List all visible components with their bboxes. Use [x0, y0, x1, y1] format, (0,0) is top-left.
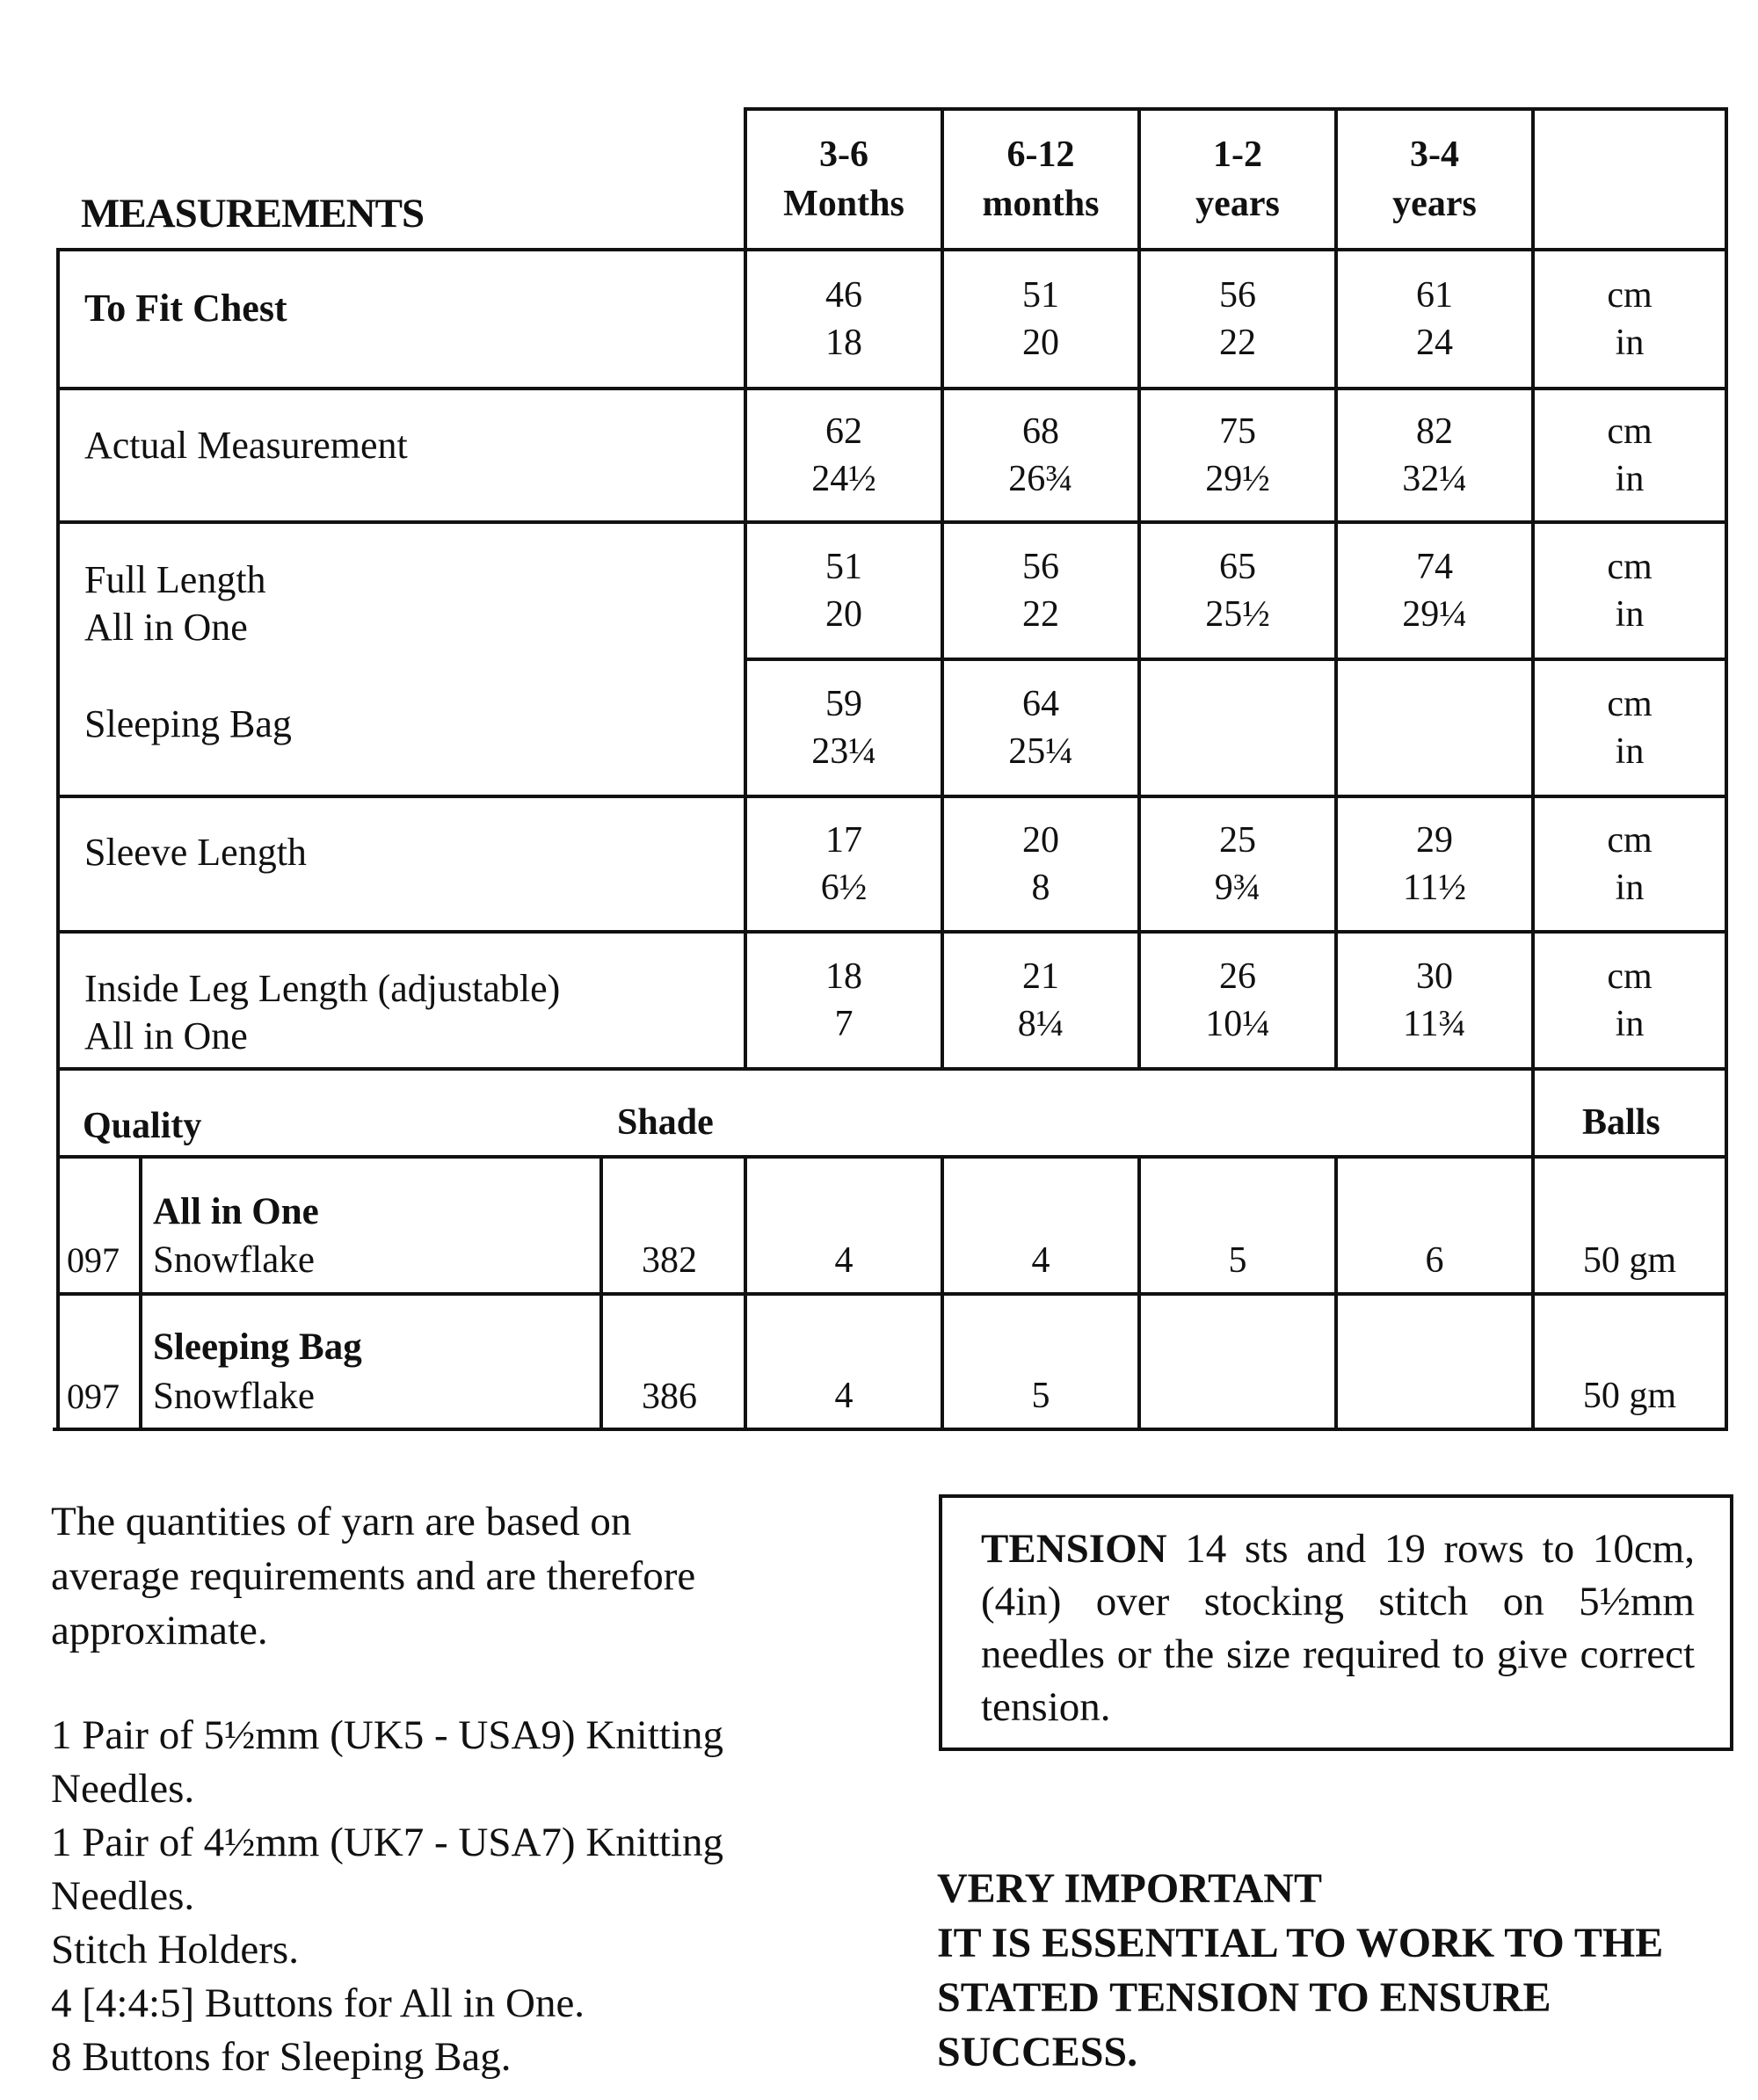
yarn-name: All in One: [153, 1191, 319, 1232]
unit-cell: cm in: [1607, 956, 1653, 1044]
table-cell: [1141, 1370, 1334, 1422]
yarn-shade: 386: [642, 1377, 697, 1417]
material-line: Needles.: [51, 1766, 195, 1812]
table-cell: [1338, 661, 1531, 795]
row-label-to-fit-chest: To Fit Chest: [84, 287, 287, 330]
column-header-3-6-months: [747, 111, 941, 248]
table-cell: 17 6½: [820, 820, 868, 908]
tension-box: [939, 1494, 1733, 1751]
important-line: STATED TENSION TO ENSURE: [937, 1974, 1551, 2021]
grid-line: [56, 1067, 1728, 1071]
yarn-balls: 50 gm: [1582, 1240, 1677, 1281]
yarn-quality-code: 097: [67, 1377, 120, 1416]
yarn-type: Snowflake: [153, 1239, 315, 1281]
yarn-type: Snowflake: [153, 1376, 315, 1417]
yarn-header-balls: Balls: [1582, 1102, 1660, 1143]
unit-cell: cm in: [1607, 411, 1653, 499]
row-label-full-length: Full Length: [84, 558, 266, 601]
important-heading: VERY IMPORTANT: [937, 1865, 1322, 1912]
table-cell: 20 8: [1022, 820, 1059, 908]
table-cell: [1141, 661, 1334, 795]
column-header-line2: years: [1195, 184, 1280, 224]
unit-cell: cm in: [1607, 547, 1653, 635]
table-cell: 61 24: [1416, 275, 1453, 363]
yarn-header-shade: Shade: [617, 1102, 714, 1143]
table-cell: 64 25¼: [1008, 684, 1073, 772]
table-cell: 21 8¼: [1017, 956, 1064, 1044]
column-header-line1: 3-6: [819, 134, 868, 175]
table-cell: 5: [1031, 1376, 1050, 1416]
material-line: Needles.: [51, 1873, 195, 1919]
table-cell: 56 22: [1022, 547, 1059, 635]
column-header-6-12-months: [944, 111, 1137, 248]
table-cell: 29 11½: [1403, 820, 1466, 908]
table-cell: 4: [1031, 1240, 1050, 1281]
column-header-line2: months: [982, 184, 1100, 224]
grid-line: [56, 248, 60, 1431]
table-title: MEASUREMENTS: [81, 191, 425, 236]
row-label-sleeve-length: Sleeve Length: [84, 831, 307, 874]
quantities-note: [51, 1494, 695, 1658]
table-cell: 26 10¼: [1205, 956, 1270, 1044]
yarn-shade: 382: [642, 1240, 697, 1281]
material-line: 8 Buttons for Sleeping Bag.: [51, 2034, 512, 2080]
tension-text: 14 sts and 19 rows to 10cm, (4in) over stocking stitch on 5½mm needles or the size required to give correct tension.: [981, 1526, 1695, 1730]
grid-line: [139, 1155, 142, 1431]
important-line: SUCCESS.: [937, 2029, 1138, 2075]
yarn-name: Sleeping Bag: [153, 1326, 362, 1368]
table-cell: 75 29½: [1205, 411, 1270, 499]
row-label-all-in-one: All in One: [84, 1014, 248, 1057]
tension-label: TENSION: [981, 1526, 1167, 1572]
materials-list: [51, 1709, 723, 2084]
column-header-1-2-years: [1141, 111, 1334, 248]
column-header-line1: 3-4: [1410, 134, 1459, 175]
column-header-3-4-years: [1338, 111, 1531, 248]
table-cell: 4: [834, 1376, 854, 1416]
table-cell: 30 11¾: [1403, 956, 1466, 1044]
material-line: 4 [4:4:5] Buttons for All in One.: [51, 1980, 585, 2026]
material-line: 1 Pair of 4½mm (UK7 - USA7) Knitting: [51, 1820, 724, 1865]
table-cell: 46 18: [825, 275, 862, 363]
column-header-line1: 1-2: [1213, 134, 1262, 175]
table-cell: 82 32¼: [1402, 411, 1467, 499]
table-cell: 4: [834, 1240, 854, 1281]
material-line: Stitch Holders.: [51, 1927, 299, 1973]
table-cell: 18 7: [825, 956, 862, 1044]
row-label-inside-leg-length: Inside Leg Length (adjustable): [84, 967, 561, 1010]
grid-line: [56, 1155, 1728, 1159]
column-header-line2: years: [1392, 184, 1477, 224]
table-cell: 6: [1425, 1240, 1444, 1281]
row-label-sleeping-bag: Sleeping Bag: [84, 702, 292, 745]
unit-cell: cm in: [1607, 684, 1653, 772]
important-line: IT IS ESSENTIAL TO WORK TO THE: [937, 1920, 1664, 1966]
table-cell: 56 22: [1219, 275, 1256, 363]
yarn-header-quality: Quality: [83, 1106, 202, 1146]
grid-line: [599, 1155, 603, 1431]
unit-cell: cm in: [1607, 275, 1653, 363]
row-label-all-in-one: All in One: [84, 606, 248, 649]
important-notice: [937, 1862, 1663, 2080]
unit-cell: cm in: [1607, 820, 1653, 908]
grid-line: [1725, 107, 1728, 1431]
table-cell: 74 29¼: [1402, 547, 1467, 635]
table-cell: 51 20: [825, 547, 862, 635]
yarn-quality-code: 097: [67, 1240, 120, 1280]
grid-line: [56, 1292, 1728, 1296]
material-line: 1 Pair of 5½mm (UK5 - USA9) Knitting: [51, 1712, 724, 1758]
note-line: approximate.: [51, 1608, 268, 1653]
grid-line: [53, 1428, 1728, 1431]
table-cell: 5: [1228, 1240, 1247, 1281]
yarn-balls: 50 gm: [1582, 1376, 1677, 1416]
note-line: average requirements and are therefore: [51, 1553, 696, 1599]
column-header-line2: Months: [783, 184, 904, 224]
table-cell: 51 20: [1022, 275, 1059, 363]
column-header-line1: 6-12: [1006, 134, 1075, 175]
table-cell: 25 9¾: [1214, 820, 1261, 908]
row-label-actual-measurement: Actual Measurement: [84, 424, 408, 467]
table-cell: 68 26¾: [1008, 411, 1073, 499]
note-line: The quantities of yarn are based on: [51, 1499, 632, 1544]
table-cell: [1338, 1370, 1531, 1422]
table-cell: 59 23¼: [811, 684, 876, 772]
table-cell: 62 24½: [811, 411, 876, 499]
table-cell: 65 25½: [1205, 547, 1270, 635]
